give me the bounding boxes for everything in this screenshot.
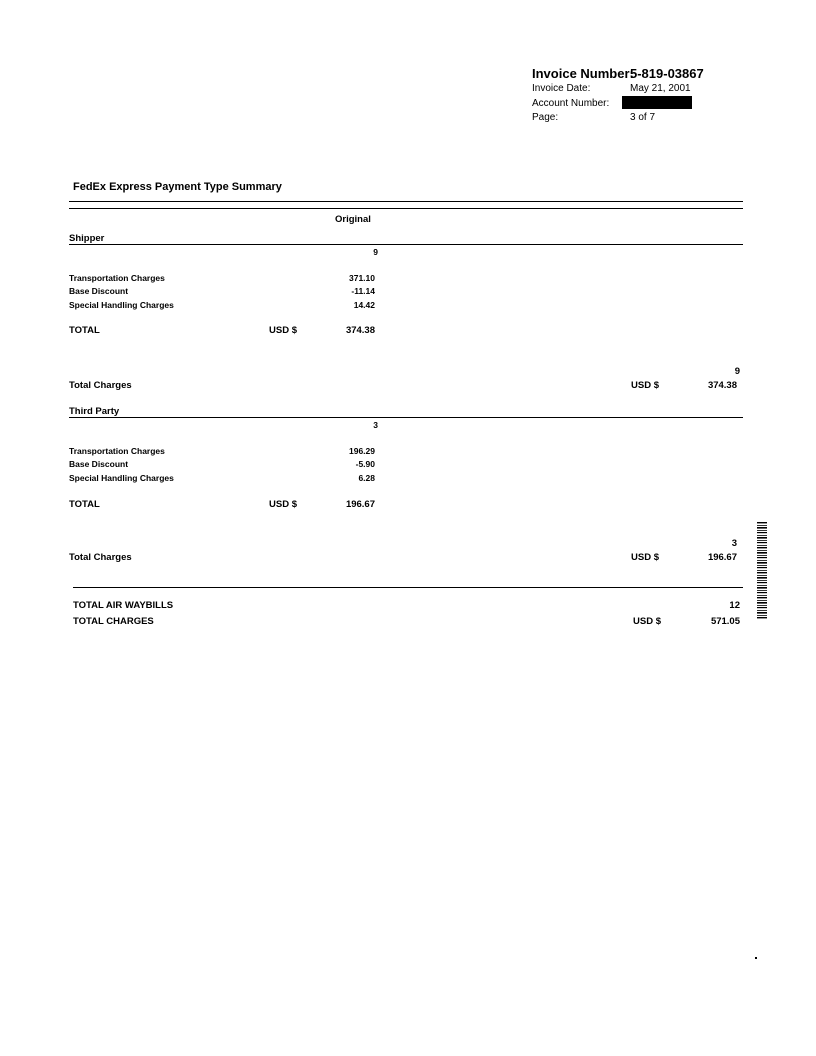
total-air-waybills-label: TOTAL AIR WAYBILLS <box>73 600 174 611</box>
group-title-shipper: Shipper <box>69 233 105 244</box>
line-value: -11.14 <box>351 286 375 296</box>
line-label: Special Handling Charges <box>69 473 174 483</box>
divider <box>69 201 743 202</box>
line-value: 6.28 <box>358 473 375 483</box>
group-count: 3 <box>373 420 378 430</box>
group-count: 9 <box>373 247 378 257</box>
total-currency: USD $ <box>269 325 297 336</box>
grand-total-currency: USD $ <box>633 616 661 627</box>
grand-total-charges-label: TOTAL CHARGES <box>73 616 154 627</box>
total-charges-count: 3 <box>731 538 737 549</box>
account-number-redaction <box>622 96 692 109</box>
line-label: Transportation Charges <box>69 273 165 283</box>
page-mark <box>755 957 757 959</box>
invoice-date: May 21, 2001 <box>630 83 691 94</box>
total-charges-currency: USD $ <box>631 380 659 391</box>
total-charges-currency: USD $ <box>631 552 659 563</box>
line-label: Base Discount <box>69 459 129 469</box>
line-value: 371.10 <box>349 273 375 283</box>
line-value: -5.90 <box>355 459 375 469</box>
page-title: FedEx Express Payment Type Summary <box>73 181 282 193</box>
total-value: 374.38 <box>345 325 375 336</box>
barcode-icon <box>757 522 767 620</box>
line-value: 14.42 <box>353 300 375 310</box>
line-label: Base Discount <box>69 286 129 296</box>
invoice-date-label: Invoice Date: <box>532 83 591 94</box>
total-label: TOTAL <box>69 325 100 336</box>
divider <box>69 208 743 209</box>
divider <box>73 587 743 588</box>
total-charges-count: 9 <box>734 366 740 377</box>
total-label: TOTAL <box>69 499 100 510</box>
total-charges-value: 374.38 <box>707 380 737 391</box>
grand-total-charges-value: 571.05 <box>710 616 740 627</box>
total-value: 196.67 <box>345 499 375 510</box>
group-title-third-party: Third Party <box>69 406 120 417</box>
total-currency: USD $ <box>269 499 297 510</box>
total-charges-value: 196.67 <box>707 552 737 563</box>
account-number-label: Account Number: <box>532 98 610 109</box>
page-number: 3 of 7 <box>630 112 656 123</box>
total-charges-label: Total Charges <box>69 380 132 391</box>
divider <box>69 417 743 418</box>
total-charges-label: Total Charges <box>69 552 132 563</box>
total-air-waybills-value: 12 <box>729 600 740 611</box>
column-header-original: Original <box>335 214 371 225</box>
line-label: Transportation Charges <box>69 446 165 456</box>
line-label: Special Handling Charges <box>69 300 174 310</box>
invoice-number: 5-819-03867 <box>630 66 704 81</box>
invoice-number-label: Invoice Number: <box>532 66 634 81</box>
line-value: 196.29 <box>349 446 375 456</box>
divider <box>69 244 743 245</box>
page-label: Page: <box>532 112 559 123</box>
